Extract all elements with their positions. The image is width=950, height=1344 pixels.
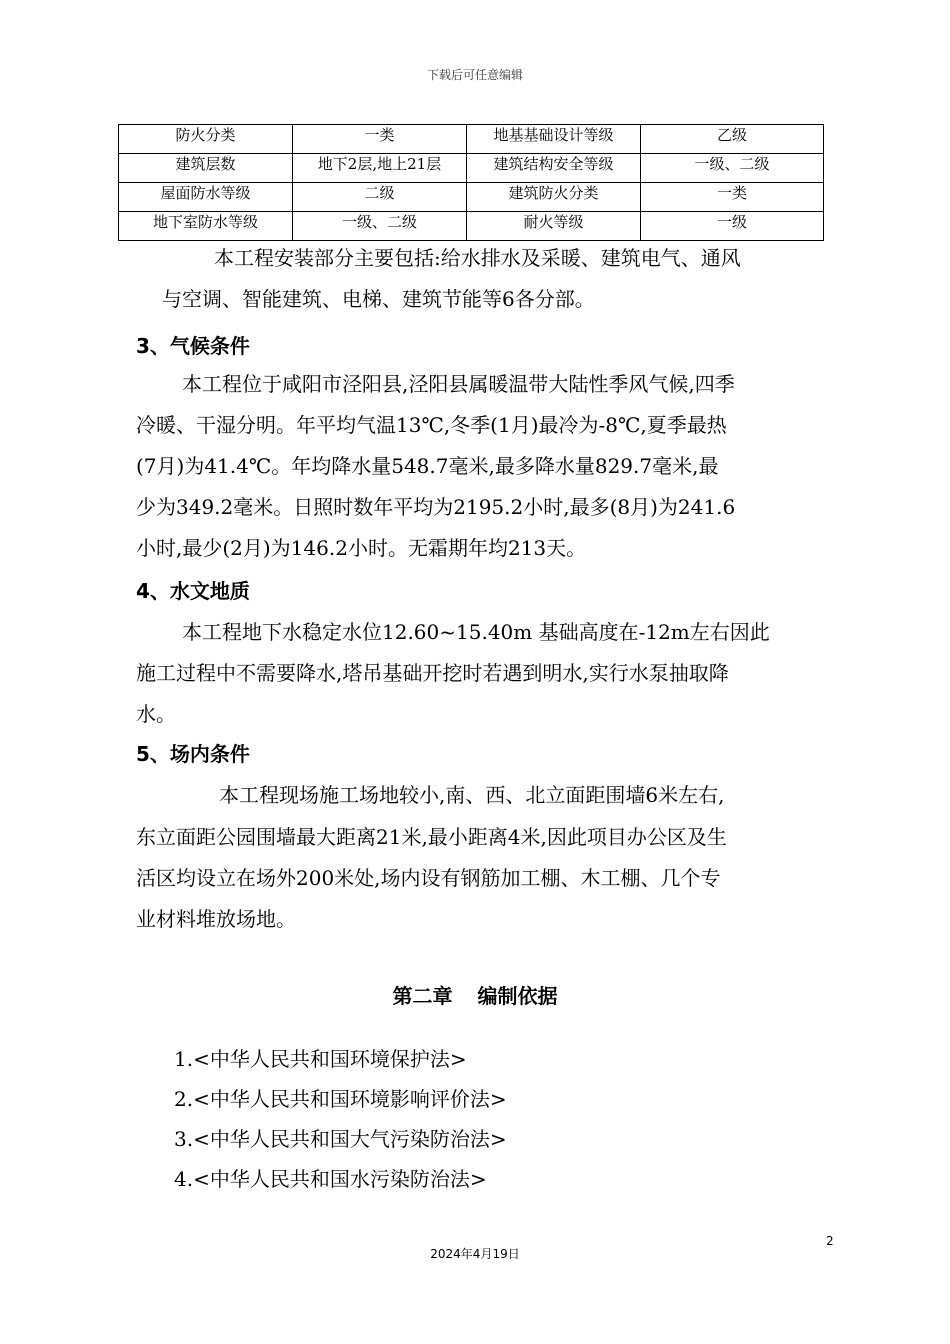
- table-cell: 屋面防水等级: [119, 183, 293, 212]
- table-cell: 一级、二级: [293, 212, 467, 241]
- page-number: 2: [826, 1234, 834, 1248]
- table-cell: 乙级: [641, 125, 824, 154]
- paragraph-line: 东立面距公园围墙最大距离21米,最小距离4米,因此项目办公区及生: [136, 825, 727, 849]
- paragraph-line: 活区均设立在场外200米处,场内设有钢筋加工棚、木工棚、几个专: [136, 866, 721, 890]
- section-heading: 5、场内条件: [136, 742, 250, 766]
- table-cell: 地基基础设计等级: [467, 125, 641, 154]
- reference-item: 2.<中华人民共和国环境影响评价法>: [174, 1087, 507, 1111]
- table-row: [119, 125, 824, 154]
- paragraph-line: 本工程地下水稳定水位12.60~15.40m 基础高度在-12m左右因此: [182, 620, 770, 644]
- table-cell: 地下室防水等级: [119, 212, 293, 241]
- paragraph-line: 冷暖、干湿分明。年平均气温13℃,冬季(1月)最冷为-8℃,夏季最热: [136, 413, 727, 437]
- reference-item: 3.<中华人民共和国大气污染防治法>: [174, 1127, 507, 1151]
- table-cell: 耐火等级: [467, 212, 641, 241]
- table-row: [119, 154, 824, 183]
- table-cell: 建筑层数: [119, 154, 293, 183]
- table-cell: 一级: [641, 212, 824, 241]
- paragraph-line: 小时,最少(2月)为146.2小时。无霜期年均213天。: [136, 536, 587, 560]
- table-cell: 建筑结构安全等级: [467, 154, 641, 183]
- intro-line: 与空调、智能建筑、电梯、建筑节能等6各分部。: [162, 287, 595, 311]
- paragraph-line: 本工程现场施工场地较小,南、西、北立面距围墙6米左右,: [219, 783, 725, 807]
- table-cell: 地下2层,地上21层: [293, 154, 467, 183]
- paragraph-line: 本工程位于咸阳市泾阳县,泾阳县属暖温带大陆性季风气候,四季: [182, 372, 735, 396]
- table-cell: 防火分类: [119, 125, 293, 154]
- paragraph-line: 施工过程中不需要降水,塔吊基础开挖时若遇到明水,实行水泵抽取降: [136, 661, 729, 685]
- paragraph-line: 业材料堆放场地。: [136, 907, 296, 931]
- page-header: 下载后可任意编辑: [426, 68, 523, 82]
- table-row: [119, 183, 824, 212]
- chapter-title: 第二章 编制依据: [392, 984, 558, 1008]
- intro-line: 本工程安装部分主要包括:给水排水及采暖、建筑电气、通风: [214, 246, 741, 270]
- table-cell: 建筑防火分类: [467, 183, 641, 212]
- section-heading: 4、水文地质: [136, 579, 250, 603]
- reference-item: 4.<中华人民共和国水污染防治法>: [174, 1167, 487, 1191]
- table-cell: 一类: [293, 125, 467, 154]
- reference-item: 1.<中华人民共和国环境保护法>: [174, 1047, 467, 1071]
- table-cell: 一级、二级: [641, 154, 824, 183]
- table-row: [119, 212, 824, 241]
- paragraph-line: 水。: [136, 702, 176, 726]
- project-info-table: [118, 124, 824, 241]
- footer-date: 2024年4月19日: [430, 1247, 520, 1261]
- table-cell: 一类: [641, 183, 824, 212]
- table-cell: 二级: [293, 183, 467, 212]
- paragraph-line: 少为349.2毫米。日照时数年平均为2195.2小时,最多(8月)为241.6: [136, 495, 736, 519]
- section-heading: 3、气候条件: [136, 334, 250, 358]
- paragraph-line: (7月)为41.4℃。年均降水量548.7毫米,最多降水量829.7毫米,最: [136, 454, 719, 478]
